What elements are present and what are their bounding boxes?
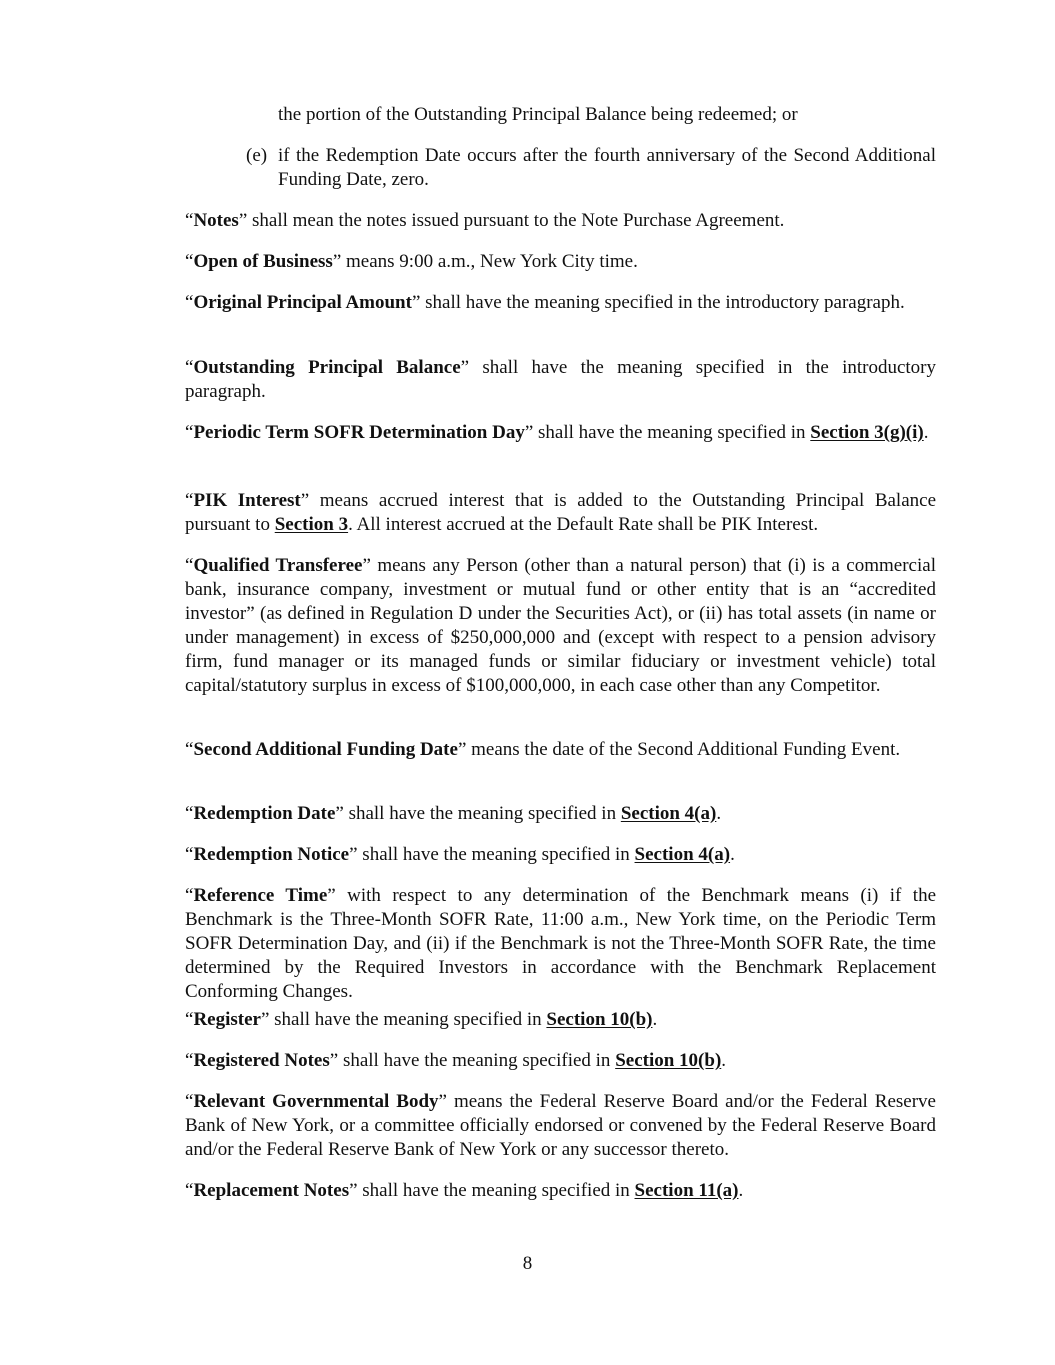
defined-term: Open of Business: [193, 251, 333, 272]
definition-periodic-term-sofr-determination-day: “Periodic Term SOFR Determination Day” shall have the meaning specified in Section 3(g)(i).: [185, 422, 929, 443]
defined-term: Register: [193, 1009, 261, 1030]
list-item-number: (e): [246, 145, 268, 166]
definition-text: means the Federal Reserve Board and/or the Federal Reserve Bank of New York, or a committee officially endorsed or convened by the Federal Reserve Board and/or the Federal Reserve Bank of New York or any successor thereto.: [185, 1091, 936, 1160]
definition-text: shall have the meaning specified in: [357, 1180, 635, 1201]
definition-register: “Register” shall have the meaning specified in Section 10(b).: [185, 1009, 658, 1030]
definition-text: means the date of the Second Additional Funding Event.: [466, 739, 901, 760]
defined-term: Redemption Notice: [193, 844, 350, 865]
definition-text: shall have the meaning specified in the introductory paragraph.: [185, 357, 936, 402]
section-link[interactable]: Section 11(a): [634, 1180, 739, 1201]
list-item-e: [246, 144, 936, 192]
continuation-text: the portion of the Outstanding Principal Balance being redeemed; or: [278, 104, 798, 125]
definition-text: shall mean the notes issued pursuant to the Note Purchase Agreement.: [247, 210, 785, 231]
defined-term: Qualified Transferee: [193, 555, 363, 576]
definition-text: means 9:00 a.m., New York City time.: [341, 251, 638, 272]
definition-registered-notes: “Registered Notes” shall have the meaning specified in Section 10(b).: [185, 1050, 727, 1071]
definition-original-principal-amount: “Original Principal Amount” shall have the meaning specified in the introductory paragraph.: [185, 292, 905, 313]
definition-open-of-business: “Open of Business” means 9:00 a.m., New York City time.: [185, 251, 638, 272]
section-link[interactable]: Section 10(b): [615, 1050, 722, 1071]
definition-text: with respect to any determination of the Benchmark means (i) if the Benchmark is the Three-Month SOFR Rate, 11:00 a.m., New York time, on the Periodic Term SOFR Determination Day, and (ii) if the Benchmark is not the Three-Month SOFR Rate, the time determined by the Required Investors in accordance with the Benchmark Replacement Conforming Changes.: [185, 885, 936, 1002]
defined-term: Original Principal Amount: [193, 292, 412, 313]
defined-term: Replacement Notes: [193, 1180, 350, 1201]
definition-text: shall have the meaning specified in: [343, 803, 621, 824]
definition-relevant-governmental-body: “Relevant Governmental Body” means the Federal Reserve Board and/or the Federal Reserve Bank of New York, or a committee officially endorsed or convened by the Federal Reserve Board and/or the Federal Reserve Bank of New York or any successor thereto.: [185, 1091, 936, 1160]
section-link[interactable]: Section 3(g)(i): [810, 422, 924, 443]
page-number: 8: [522, 1253, 533, 1274]
definition-notes: “Notes” shall mean the notes issued pursuant to the Note Purchase Agreement.: [185, 210, 785, 231]
defined-term: Registered Notes: [193, 1050, 330, 1071]
definition-text: shall have the meaning specified in: [533, 422, 811, 443]
definition-text: shall have the meaning specified in the introductory paragraph.: [420, 292, 905, 313]
list-item-text: if the Redemption Date occurs after the fourth anniversary of the Second Additional Funding Date, zero.: [278, 145, 936, 190]
defined-term: Reference Time: [193, 885, 328, 906]
definition-text: shall have the meaning specified in: [357, 844, 635, 865]
section-link[interactable]: Section 4(a): [634, 844, 731, 865]
defined-term: Redemption Date: [193, 803, 336, 824]
section-link[interactable]: Section 3: [274, 514, 349, 535]
defined-term: Relevant Governmental Body: [193, 1091, 439, 1112]
definition-text: means accrued interest that is added to the Outstanding Principal Balance pursuant to: [185, 490, 936, 535]
definition-pik-interest: “PIK Interest” means accrued interest that is added to the Outstanding Principal Balance pursuant to Section 3. All interest accrued at the Default Rate shall be PIK Interest.: [185, 490, 936, 535]
definition-redemption-date: “Redemption Date” shall have the meaning specified in Section 4(a).: [185, 803, 722, 824]
definition-qualified-transferee: “Qualified Transferee” means any Person (other than a natural person) that (i) is a commercial bank, insurance company, investment or mutual fund or other entity that is an “accredited investor” (as defined in Regulation D under the Securities Act), or (ii) has total assets (in name or under management) in excess of $250,000,000 and (except with respect to a pension advisory firm, fund manager or its managed funds or similar fiduciary or investment vehicle) total capital/statutory surplus in excess of $100,000,000, in each case other than any Competitor.: [185, 555, 936, 696]
definition-text: shall have the meaning specified in: [338, 1050, 616, 1071]
defined-term: PIK Interest: [193, 490, 301, 511]
definition-reference-time: “Reference Time” with respect to any determination of the Benchmark means (i) if the Benchmark is the Three-Month SOFR Rate, 11:00 a.m., New York time, on the Periodic Term SOFR Determination Day, and (ii) if the Benchmark is not the Three-Month SOFR Rate, the time determined by the Required Investors in accordance with the Benchmark Replacement Conforming Changes.: [185, 885, 936, 1002]
definition-second-additional-funding-date: “Second Additional Funding Date” means the date of the Second Additional Funding Event.: [185, 739, 901, 760]
definition-text: shall have the meaning specified in: [269, 1009, 547, 1030]
defined-term: Outstanding Principal Balance: [193, 357, 461, 378]
section-link[interactable]: Section 10(b): [546, 1009, 653, 1030]
defined-term: Periodic Term SOFR Determination Day: [193, 422, 525, 443]
definition-redemption-notice: “Redemption Notice” shall have the meaning specified in Section 4(a).: [185, 844, 735, 865]
definition-replacement-notes: “Replacement Notes” shall have the meaning specified in Section 11(a).: [185, 1180, 744, 1201]
definition-outstanding-principal-balance: “Outstanding Principal Balance” shall have the meaning specified in the introductory paragraph.: [185, 357, 936, 402]
defined-term: Second Additional Funding Date: [193, 739, 458, 760]
definition-text: means any Person (other than a natural person) that (i) is a commercial bank, insurance company, investment or mutual fund or other entity that is an “accredited investor” (as defined in Regulation D under the Securities Act), or (ii) has total assets (in name or under management) in excess of $250,000,000 and (except with respect to a pension advisory firm, fund manager or its managed funds or similar fiduciary or investment vehicle) total capital/statutory surplus in excess of $100,000,000, in each case other than any Competitor.: [185, 555, 936, 696]
defined-term: Notes: [193, 210, 239, 231]
section-link[interactable]: Section 4(a): [620, 803, 717, 824]
